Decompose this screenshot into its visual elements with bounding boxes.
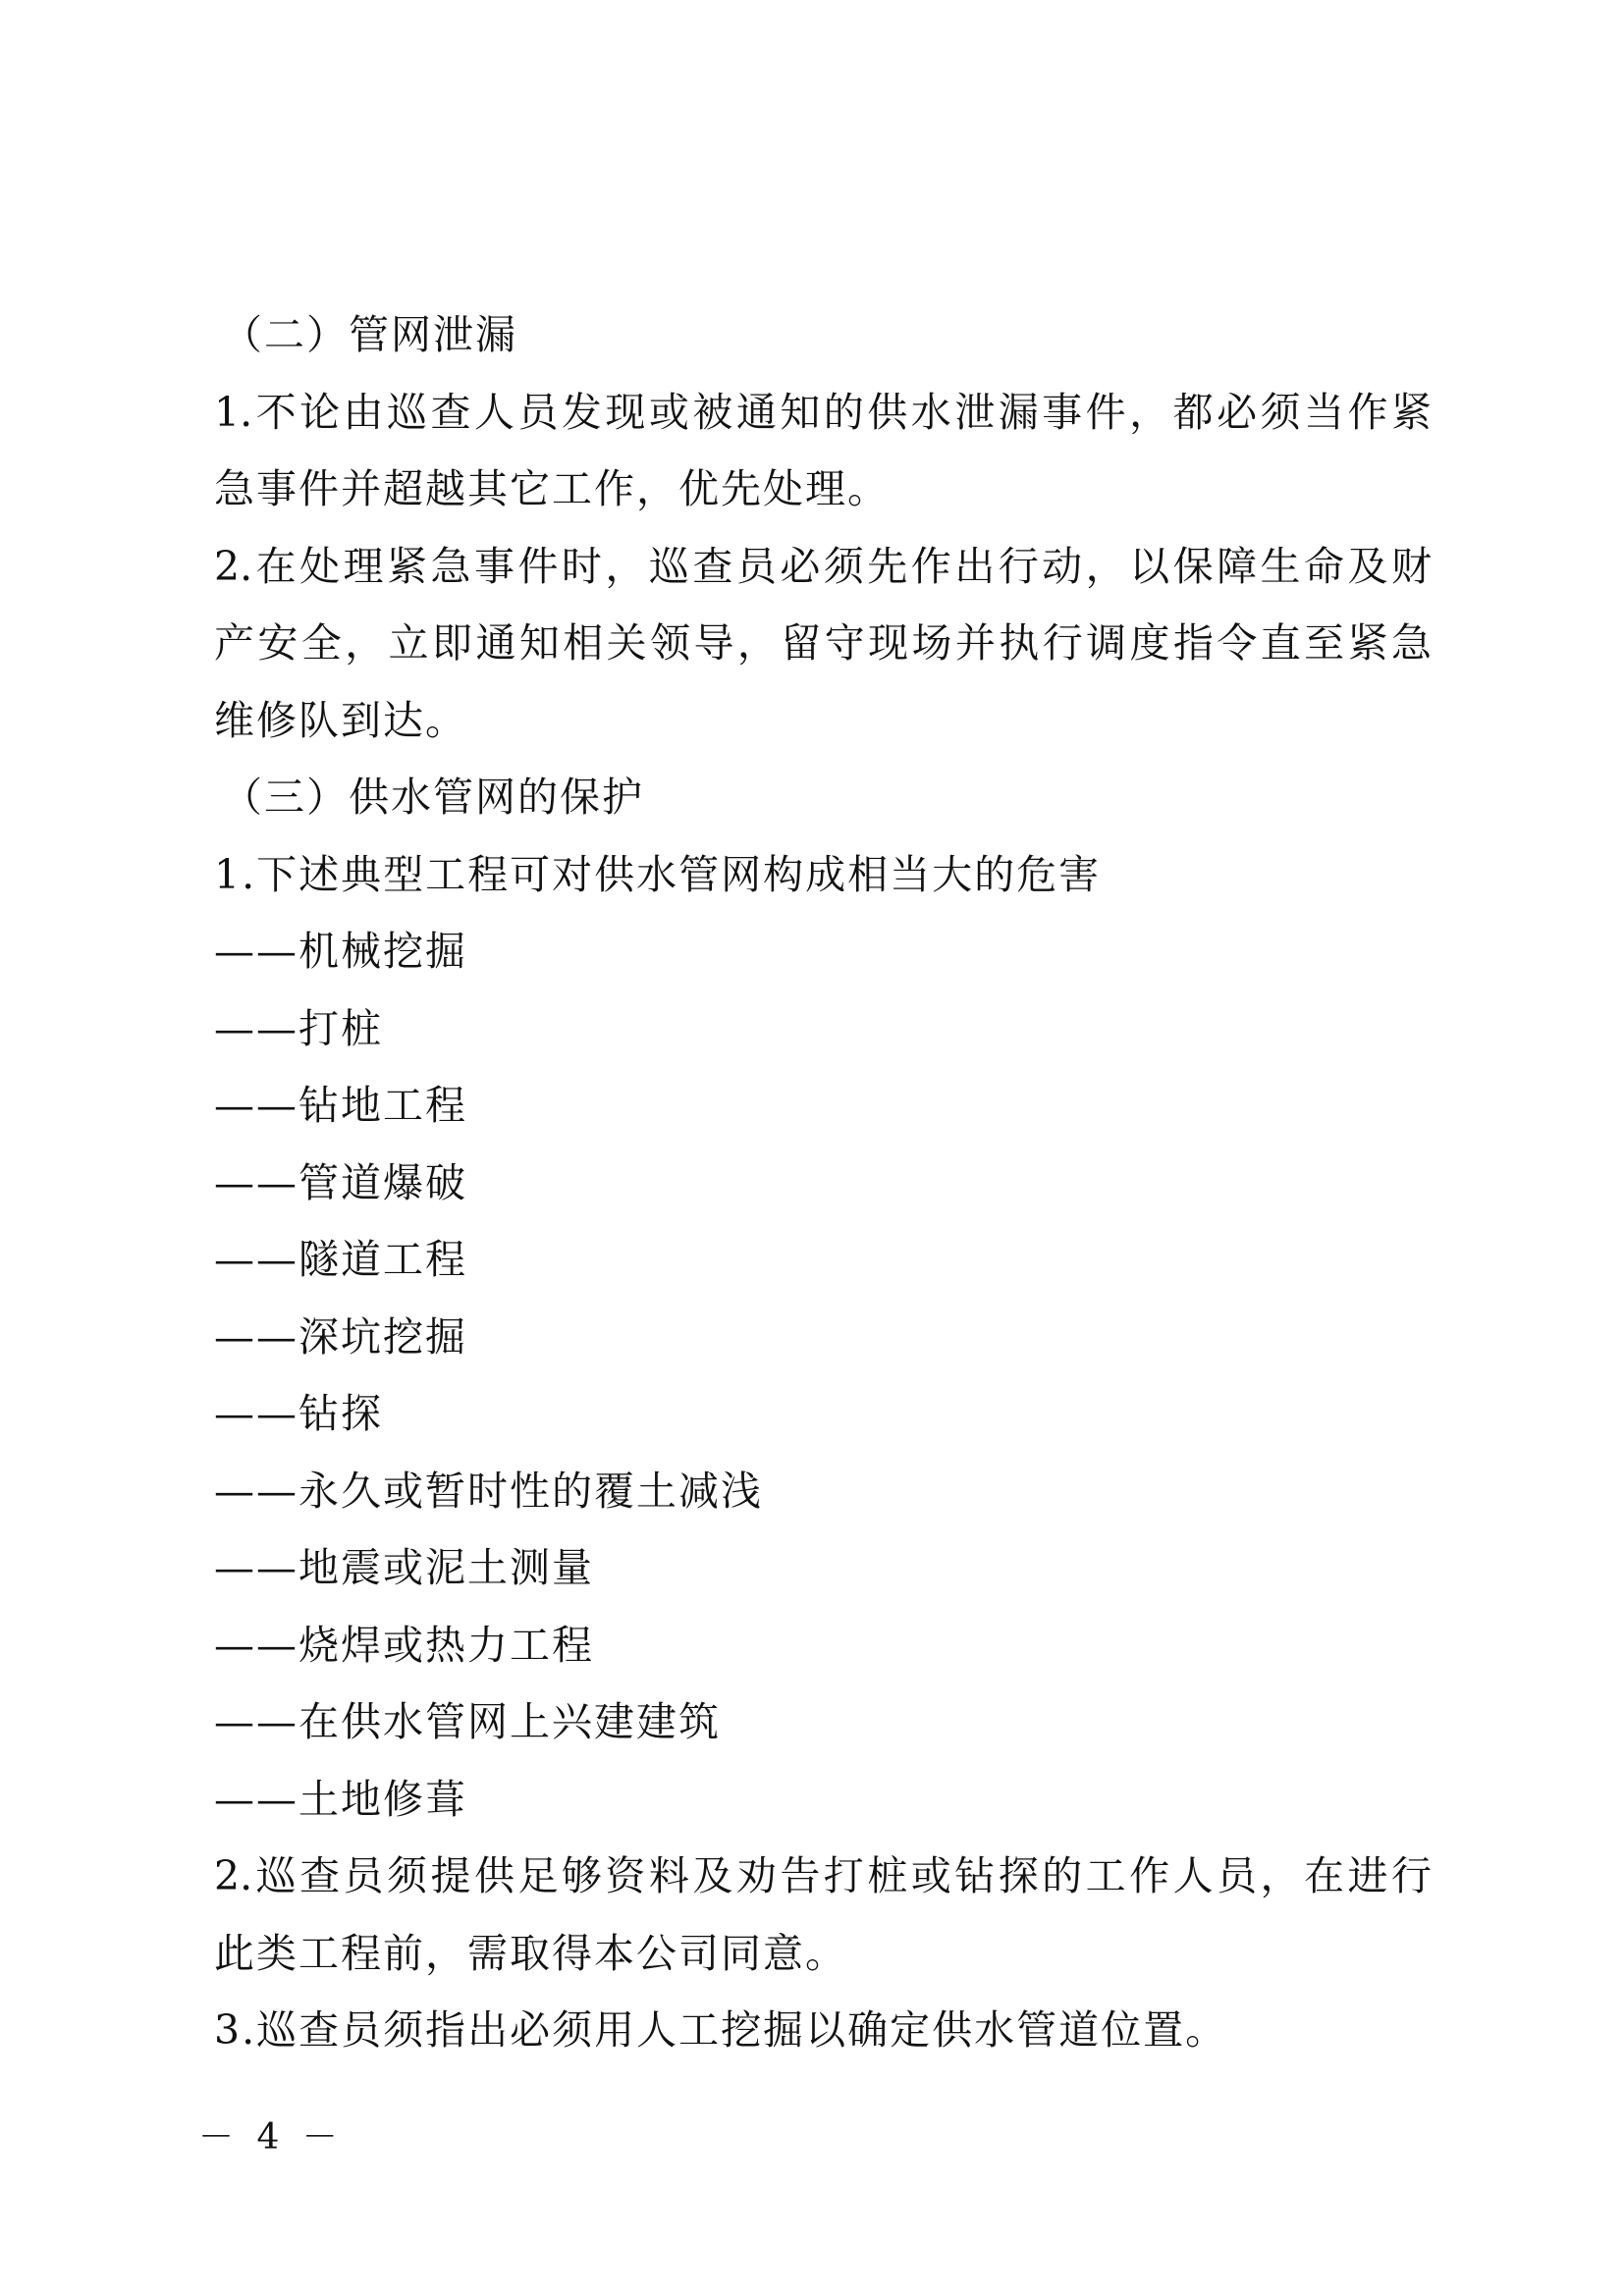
hazard-list-item: ——隧道工程 bbox=[214, 1236, 467, 1283]
paragraph-leak-2-line-1: 2.在处理紧急事件时，巡查员必须先作出行动，以保障生命及财 bbox=[214, 542, 1432, 590]
hazard-list-item: ——深坑挖掘 bbox=[214, 1312, 467, 1361]
hazard-list-item: ——钻探 bbox=[214, 1390, 383, 1437]
hazard-list-item: ——永久或暂时性的覆土减浅 bbox=[214, 1467, 763, 1515]
hazard-list-item: ——钻地工程 bbox=[214, 1082, 467, 1129]
paragraph-protect-2-line-1: 2.巡查员须提供足够资料及劝告打桩或钻探的工作人员，在进行 bbox=[214, 1852, 1432, 1899]
hazard-list-item: ——打桩 bbox=[214, 1004, 383, 1052]
hazard-list-item: ——地震或泥土测量 bbox=[214, 1544, 594, 1591]
hazard-list-item: ——机械挖掘 bbox=[214, 928, 467, 975]
hazard-list-item: ——在供水管网上兴建建筑 bbox=[214, 1698, 721, 1745]
paragraph-protect-3: 3.巡查员须指出必须用人工挖掘以确定供水管道位置。 bbox=[214, 2006, 1228, 2054]
hazard-list-item: ——烧焊或热力工程 bbox=[214, 1621, 594, 1669]
paragraph-leak-2-line-3: 维修队到达。 bbox=[214, 696, 467, 744]
document-body bbox=[214, 296, 1432, 2069]
paragraph-protect-2-line-2: 此类工程前，需取得本公司同意。 bbox=[214, 1929, 847, 1977]
section-heading-pipe-leakage: （二）管网泄漏 bbox=[222, 311, 517, 358]
paragraph-leak-1-line-1: 1.不论由巡查人员发现或被通知的供水泄漏事件，都必须当作紧 bbox=[214, 388, 1432, 436]
hazard-list-item: ——土地修葺 bbox=[214, 1775, 467, 1823]
paragraph-protect-1: 1.下述典型工程可对供水管网构成相当大的危害 bbox=[214, 850, 1102, 898]
hazard-list-item: ——管道爆破 bbox=[214, 1158, 467, 1206]
page-number: － 4 － bbox=[198, 2117, 344, 2158]
paragraph-leak-1-line-2: 急事件并超越其它工作，优先处理。 bbox=[214, 465, 890, 512]
section-heading-pipe-protection: （三）供水管网的保护 bbox=[222, 774, 644, 821]
paragraph-leak-2-line-2: 产安全，立即通知相关领导，留守现场并执行调度指令直至紧急 bbox=[214, 619, 1432, 667]
